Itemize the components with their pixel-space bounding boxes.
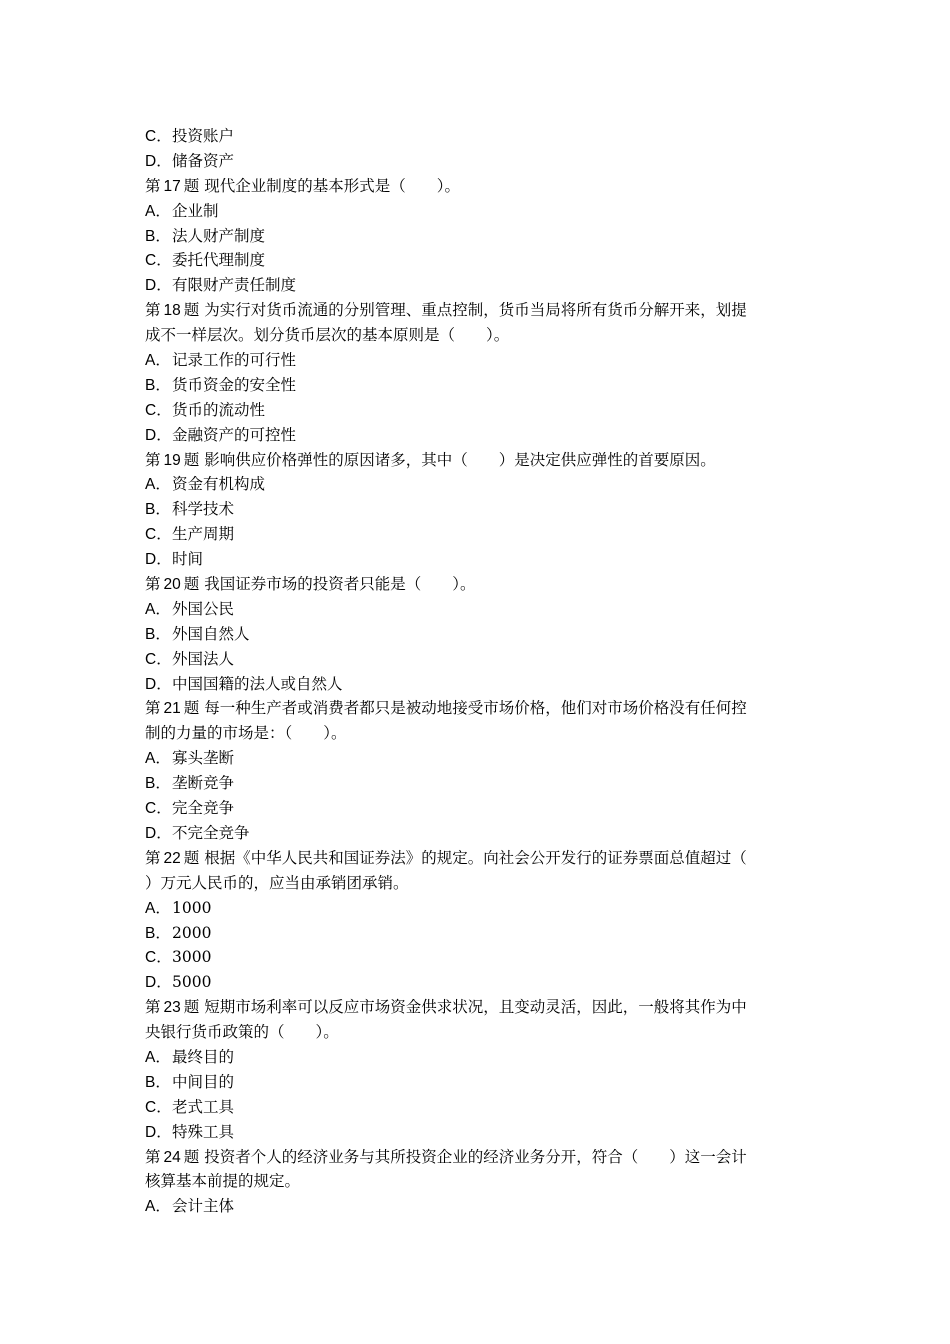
question-continuation <box>145 1020 797 1045</box>
answer-option <box>145 647 797 672</box>
option-letter: D． <box>145 426 172 444</box>
option-letter: D． <box>145 675 172 693</box>
question-continuation <box>145 1169 797 1194</box>
question-prefix: 第 <box>145 575 161 594</box>
option-text: 2000 <box>172 923 212 942</box>
question-continuation <box>145 721 797 746</box>
option-text: 5000 <box>172 973 212 992</box>
question-line <box>145 298 797 323</box>
option-letter: C． <box>145 252 172 270</box>
option-text: 特殊工具 <box>172 1122 235 1141</box>
option-letter: D． <box>145 824 172 842</box>
answer-option <box>145 522 797 547</box>
answer-option <box>145 373 797 398</box>
question-prefix: 第 <box>145 699 161 718</box>
option-text: 法人财产制度 <box>172 226 266 245</box>
option-text: 投资账户 <box>172 127 235 145</box>
answer-option <box>145 273 797 298</box>
answer-option <box>145 821 797 846</box>
answer-option <box>145 348 797 373</box>
question-line <box>145 696 797 721</box>
question-text-continued: 制的力量的市场是：（ ）。 <box>145 724 347 743</box>
answer-option <box>145 423 797 448</box>
option-text: 中国国籍的法人或自然人 <box>172 674 343 693</box>
option-letter: B． <box>145 625 171 643</box>
option-letter: A． <box>145 352 171 370</box>
option-letter: C． <box>145 526 172 544</box>
answer-option <box>145 398 797 423</box>
option-text: 寡头垄断 <box>172 749 235 768</box>
question-text-continued: 成不一样层次。划分货币层次的基本原则是（ ）。 <box>145 326 510 345</box>
question-text-continued: ）万元人民币的，应当由承销团承销。 <box>145 873 409 892</box>
option-text: 货币的流动性 <box>172 400 266 419</box>
question-number: 17 <box>163 177 181 195</box>
option-text: 1000 <box>172 898 212 917</box>
option-letter: C． <box>145 650 172 668</box>
option-text: 企业制 <box>172 201 219 220</box>
option-text: 有限财产责任制度 <box>172 276 297 295</box>
option-text: 金融资产的可控性 <box>172 425 297 444</box>
question-prefix: 第 <box>145 848 161 867</box>
question-text: 题 现代企业制度的基本形式是（ ）。 <box>183 176 460 195</box>
option-letter: B． <box>145 227 171 245</box>
option-text: 垄断竞争 <box>172 774 235 793</box>
option-letter: D． <box>145 152 172 170</box>
answer-option <box>145 1194 797 1219</box>
question-number: 20 <box>163 576 181 594</box>
answer-option <box>145 746 797 771</box>
question-text: 题 投资者个人的经济业务与其所投资企业的经济业务分开，符合（ ）这一会计 <box>183 1147 747 1166</box>
answer-option <box>145 1120 797 1145</box>
answer-option <box>145 796 797 821</box>
answer-option <box>145 472 797 497</box>
option-letter: C． <box>145 800 172 818</box>
question-line <box>145 174 797 199</box>
option-letter: A． <box>145 600 171 618</box>
option-letter: B． <box>145 501 171 519</box>
question-line <box>145 448 797 473</box>
answer-option <box>145 672 797 697</box>
option-letter: A． <box>145 1198 171 1216</box>
option-text: 老式工具 <box>172 1097 235 1116</box>
answer-option <box>145 497 797 522</box>
option-letter: A． <box>145 476 171 494</box>
question-line <box>145 1145 797 1170</box>
option-text: 货币资金的安全性 <box>172 375 297 394</box>
question-prefix: 第 <box>145 301 161 320</box>
option-letter: A． <box>145 750 171 768</box>
option-letter: D． <box>145 1123 172 1141</box>
question-number: 23 <box>163 999 181 1017</box>
option-letter: C． <box>145 128 172 145</box>
option-letter: C． <box>145 401 172 419</box>
question-text: 题 根据《中华人民共和国证券法》的规定。向社会公开发行的证券票面总值超过（ <box>183 848 747 867</box>
question-text: 题 短期市场利率可以反应市场资金供求状况，且变动灵活，因此，一般将其作为中 <box>183 998 747 1017</box>
option-text: 不完全竞争 <box>172 823 250 842</box>
question-text: 题 影响供应价格弹性的原因诸多，其中（ ）是决定供应弹性的首要原因。 <box>183 450 716 469</box>
option-text: 外国自然人 <box>172 624 250 643</box>
option-text: 资金有机构成 <box>172 475 266 494</box>
answer-option <box>145 124 797 149</box>
answer-option <box>145 199 797 224</box>
question-prefix: 第 <box>145 450 161 469</box>
option-text: 记录工作的可行性 <box>172 351 297 370</box>
option-letter: D． <box>145 551 172 569</box>
answer-option <box>145 597 797 622</box>
option-letter: D． <box>145 974 172 992</box>
answer-option <box>145 149 797 174</box>
option-text: 中间目的 <box>172 1072 235 1091</box>
option-letter: B． <box>145 1073 171 1091</box>
question-line <box>145 572 797 597</box>
question-continuation <box>145 323 797 348</box>
question-number: 18 <box>163 302 181 320</box>
option-text: 完全竞争 <box>172 799 235 818</box>
option-text: 时间 <box>172 550 204 569</box>
answer-option <box>145 547 797 572</box>
question-text: 题 我国证券市场的投资者只能是（ ）。 <box>183 575 476 594</box>
answer-option <box>145 224 797 249</box>
answer-option <box>145 622 797 647</box>
answer-option <box>145 771 797 796</box>
option-text: 科学技术 <box>172 500 235 519</box>
answer-option <box>145 970 797 995</box>
question-text: 题 为实行对货币流通的分别管理、重点控制，货币当局将所有货币分解开来，划提 <box>183 301 747 320</box>
option-letter: A． <box>145 1048 171 1066</box>
answer-option <box>145 896 797 921</box>
question-prefix: 第 <box>145 1147 161 1166</box>
option-letter: A． <box>145 899 171 917</box>
question-text: 题 每一种生产者或消费者都只是被动地接受市场价格，他们对市场价格没有任何控 <box>183 699 747 718</box>
option-text: 会计主体 <box>172 1197 235 1216</box>
question-prefix: 第 <box>145 998 161 1017</box>
question-number: 19 <box>163 451 181 469</box>
option-text: 储备资产 <box>172 151 235 170</box>
answer-option <box>145 1045 797 1070</box>
option-letter: D． <box>145 277 172 295</box>
option-letter: C． <box>145 949 172 967</box>
option-text: 最终目的 <box>172 1047 235 1066</box>
answer-option <box>145 1070 797 1095</box>
option-letter: B． <box>145 775 171 793</box>
question-number: 22 <box>163 849 181 867</box>
question-line <box>145 846 797 871</box>
option-letter: A． <box>145 202 171 220</box>
question-continuation <box>145 871 797 896</box>
option-text: 外国公民 <box>172 599 235 618</box>
question-text-continued: 核算基本前提的规定。 <box>145 1172 301 1191</box>
question-line <box>145 995 797 1020</box>
option-letter: B． <box>145 376 171 394</box>
option-letter: C． <box>145 1098 172 1116</box>
answer-option <box>145 945 797 970</box>
answer-option <box>145 248 797 273</box>
option-text: 生产周期 <box>172 525 235 544</box>
option-letter: B． <box>145 924 171 942</box>
question-prefix: 第 <box>145 176 161 195</box>
question-number: 24 <box>163 1148 181 1166</box>
option-text: 3000 <box>172 948 212 967</box>
answer-option <box>145 1095 797 1120</box>
option-text: 外国法人 <box>172 649 235 668</box>
question-number: 21 <box>163 700 181 718</box>
option-text: 委托代理制度 <box>172 251 266 270</box>
answer-option <box>145 921 797 946</box>
document-page <box>145 124 797 1219</box>
question-text-continued: 央银行货币政策的（ ）。 <box>145 1023 339 1042</box>
